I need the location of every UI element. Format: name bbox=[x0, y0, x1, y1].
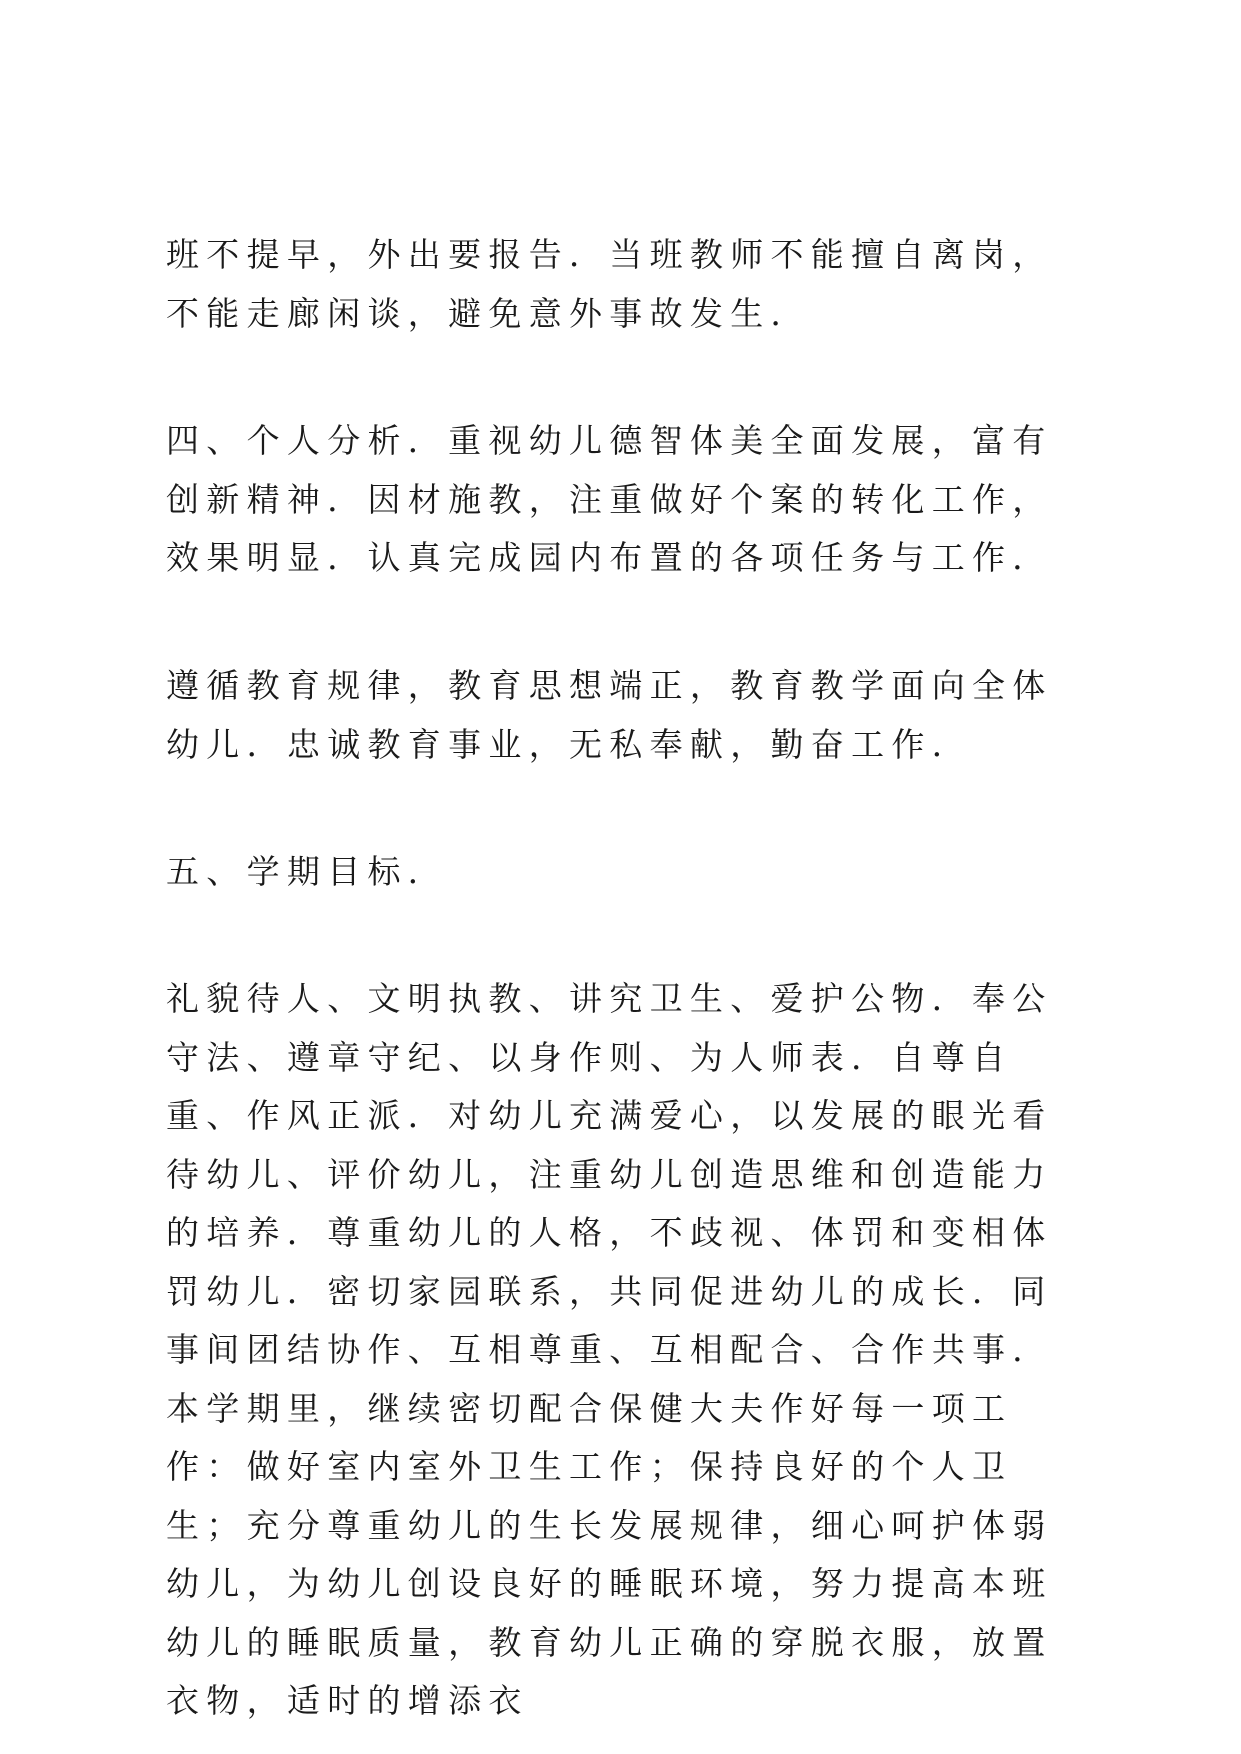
paragraph-personal-analysis: 四、个人分析．重视幼儿德智体美全面发展，富有创新精神．因材施教，注重做好个案的转化工作，效果明显．认真完成园内布置的各项任务与工作． bbox=[166, 421, 1053, 577]
section-heading-semester-goals: 五、学期目标． bbox=[166, 852, 449, 891]
paragraph-duty-rules: 班不提早，外出要报告．当班教师不能擅自离岗，不能走廊闲谈，避免意外事故发生． bbox=[166, 235, 1053, 333]
paragraph-semester-goals: 礼貌待人、文明执教、讲究卫生、爱护公物．奉公守法、遵章守纪、以身作则、为人师表．自尊自重、作风正派．对幼儿充满爱心，以发展的眼光看待幼儿、评价幼儿，注重幼儿创造思维和创造能力的培养．尊重幼儿的人格，不歧视、体罚和变相体罚幼儿．密切家园联系，共同促进幼儿的成长．同事间团结协作、互相尊重、互相配合、合作共事．本学期里，继续密切配合保健大夫作好每一项工作：做好室内室外卫生工作；保持良好的个人卫生；充分尊重幼儿的生长发展规律，细心呵护体弱幼儿，为幼儿创设良好的睡眠环境，努力提高本班幼儿的睡眠质量，教育幼儿正确的穿脱衣服，放置衣物，适时的增添衣 bbox=[166, 979, 1053, 1720]
paragraph-education-principles: 遵循教育规律，教育思想端正，教育教学面向全体幼儿．忠诚教育事业，无私奉献，勤奋工作． bbox=[166, 666, 1053, 764]
